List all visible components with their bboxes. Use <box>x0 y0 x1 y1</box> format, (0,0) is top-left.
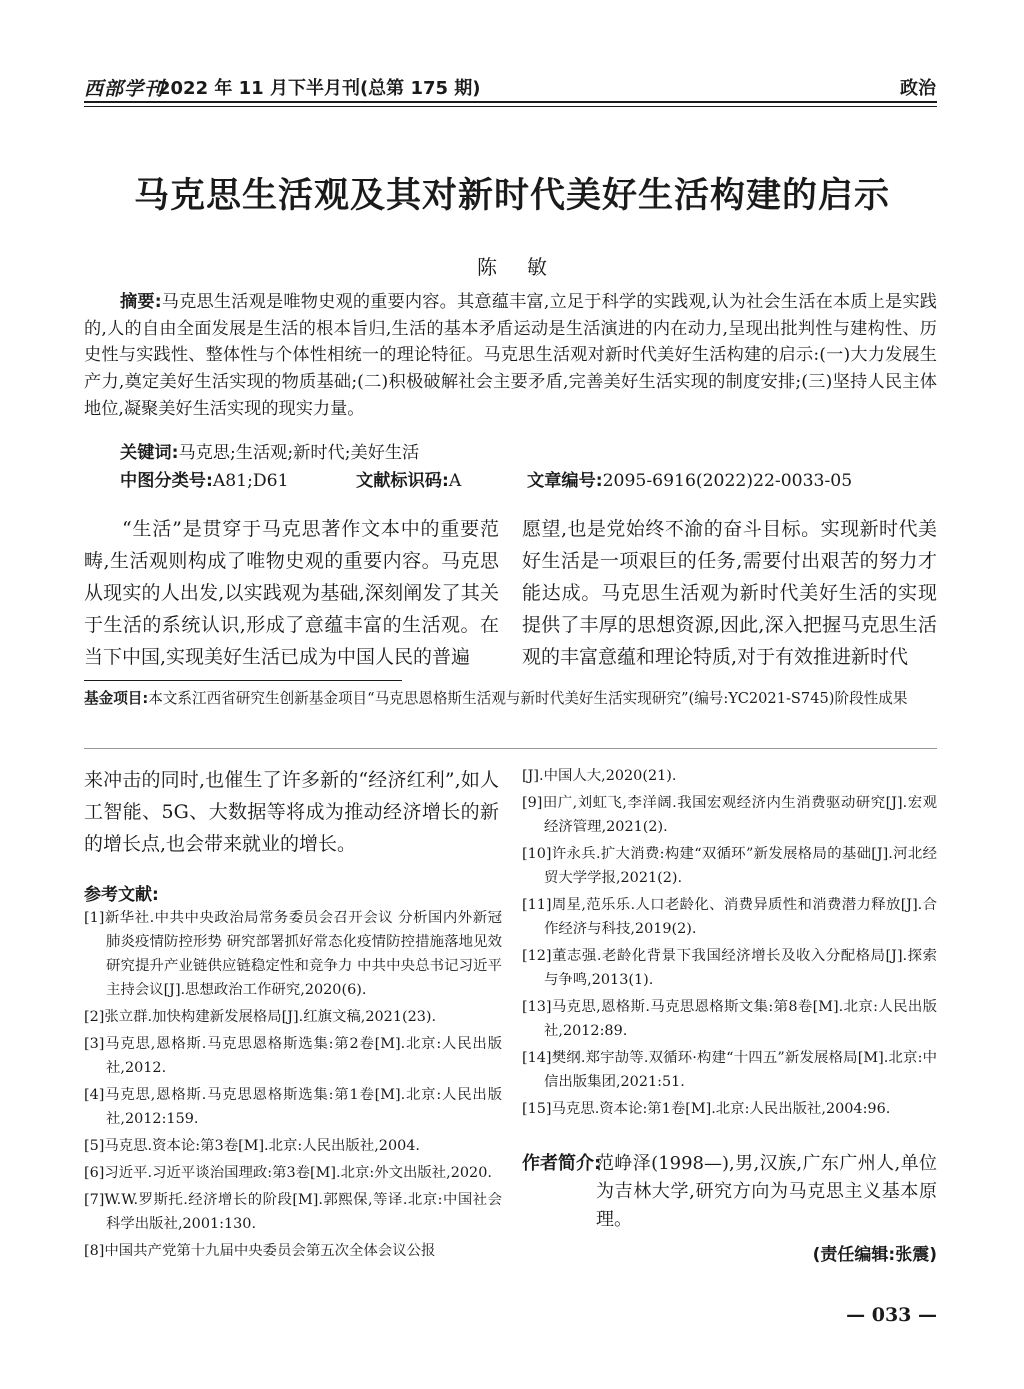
article-no-label: 文章编号: <box>527 471 603 491</box>
doc-code-value: A <box>448 471 462 491</box>
reference-item: [8]中国共产党第十九届中央委员会第五次全体会议公报 <box>84 1243 436 1259</box>
reference-item: [15]马克思.资本论:第1卷[M].北京:人民出版社,2004:96. <box>522 1101 891 1117</box>
reference-item: [14]樊纲.郑宇劼等.双循环·构建“十四五”新发展格局[M].北京:中信出版集团,2021:51. <box>522 1050 937 1090</box>
reference-item: [10]许永兵.扩大消费:构建“双循环”新发展格局的基础[J].河北经贸大学学报,2021(2). <box>522 846 937 886</box>
reference-item: [6]习近平.习近平谈治国理政:第3卷[M].北京:外文出版社,2020. <box>84 1165 492 1181</box>
article-number <box>527 466 852 491</box>
reference-item: [5]马克思.资本论:第3卷[M].北京:人民出版社,2004. <box>84 1138 420 1154</box>
reference-list-left <box>84 906 502 1266</box>
reference-item: [4]马克思,恩格斯.马克思恩格斯选集:第1卷[M].北京:人民出版社,2012:159. <box>84 1087 502 1127</box>
reference-item: [2]张立群.加快构建新发展格局[J].红旗文稿,2021(23). <box>84 1009 437 1025</box>
issue-info: 2022 年 11 月下半月刊(总第 175 期) <box>158 78 481 99</box>
doc-code-label: 文献标识码: <box>356 471 449 491</box>
clc-label: 中图分类号: <box>120 471 213 491</box>
article-author: 陈敏 <box>477 255 577 279</box>
header-rule <box>84 101 937 103</box>
fund-text: 本文系江西省研究生创新基金项目“马克思恩格斯生活观与新时代美好生活实现研究”(编号:YC2021-S745)阶段性成果 <box>148 690 908 707</box>
reference-item: [3]马克思,恩格斯.马克思恩格斯选集:第2卷[M].北京:人民出版社,2012. <box>84 1036 502 1076</box>
responsible-editor: (责任编辑:张震) <box>812 1245 937 1265</box>
page-separator <box>84 748 937 749</box>
reference-item: [13]马克思,恩格斯.马克思恩格斯文集:第8卷[M].北京:人民出版社,2012:89. <box>522 999 937 1039</box>
body-paragraph-col2: 愿望,也是党始终不渝的奋斗目标。实现新时代美好生活是一项艰巨的任务,需要付出艰苦的努力才能达成。马克思生活观为新时代美好生活的实现提供了丰厚的思想资源,因此,深入把握马克思生活观的丰富意蕴和理论特质,对于有效推进新时代 <box>522 518 937 668</box>
reference-item: [9]田广,刘虹飞,李洋阔.我国宏观经济内生消费驱动研究[J].宏观经济管理,2021(2). <box>522 795 937 835</box>
body-paragraph-col3: 来冲击的同时,也催生了许多新的“经济红利”,如人工智能、5G、大数据等将成为推动经济增长的新的增长点,也会带来就业的增长。 <box>84 769 499 855</box>
clc-value: A81;D61 <box>212 471 289 491</box>
abstract-label: 摘要: <box>120 292 162 312</box>
article-no-value: 2095-6916(2022)22-0033-05 <box>602 471 853 491</box>
footnote-rule <box>84 680 402 681</box>
bio-label: 作者简介: <box>522 1153 602 1174</box>
reference-item: [12]董志强.老龄化背景下我国经济增长及收入分配格局[J].探索与争鸣,2013(1). <box>522 948 937 988</box>
reference-item: [J].中国人大,2020(21). <box>522 768 677 784</box>
reference-item: [1]新华社.中共中央政治局常务委员会召开会议 分析国内外新冠肺炎疫情防控形势 研究部署抓好常态化疫情防控措施落地见效 研究提升产业链供应链稳定性和竞争力 中共中央总书记习近平主持会议[J].思想政治工作研究,2020(6). <box>84 910 502 998</box>
keywords <box>120 438 419 463</box>
article-title: 马克思生活观及其对新时代美好生活构建的启示 <box>133 175 890 216</box>
references-heading: 参考文献: <box>84 885 159 905</box>
fund-note <box>84 688 937 710</box>
keywords-label: 关键词: <box>120 443 179 463</box>
abstract <box>84 289 937 423</box>
reference-list-right <box>522 764 937 1124</box>
bio-text: 范峥泽(1998—),男,汉族,广东广州人,单位为吉林大学,研究方向为马克思主义基本原理。 <box>596 1153 937 1230</box>
reference-item: [7]W.W.罗斯托.经济增长的阶段[M].郭熙保,等译.北京:中国社会科学出版社,2001:130. <box>84 1192 502 1232</box>
abstract-text: 马克思生活观是唯物史观的重要内容。其意蕴丰富,立足于科学的实践观,认为社会生活在本质上是实践的,人的自由全面发展是生活的根本旨归,生活的基本矛盾运动是生活演进的内在动力,呈现出批判性与建构性、历史性与实践性、整体性与个体性相统一的理论特征。马克思生活观对新时代美好生活构建的启示:(一)大力发展生产力,奠定美好生活实现的物质基础;(二)积极破解社会主要矛盾,完善美好生活实现的制度安排;(三)坚持人民主体地位,凝聚美好生活实现的现实力量。 <box>84 292 937 419</box>
keywords-text: 马克思;生活观;新时代;美好生活 <box>178 443 420 463</box>
header-rule-thin <box>84 106 937 107</box>
clc-number <box>120 466 289 491</box>
journal-logo: 西部学刊 <box>84 78 165 100</box>
document-code <box>356 466 461 491</box>
body-paragraph-col1: “生活”是贯穿于马克思著作文本中的重要范畴,生活观则构成了唯物史观的重要内容。马克思从现实的人出发,以实践观为基础,深刻阐发了其关于生活的系统认识,形成了意蕴丰富的生活观。在当下中国,实现美好生活已成为中国人民的普遍 <box>84 518 499 668</box>
reference-item: [11]周星,范乐乐.人口老龄化、消费异质性和消费潜力释放[J].合作经济与科技,2019(2). <box>522 897 937 937</box>
page-number: — 033 — <box>846 1304 937 1326</box>
section-label: 政治 <box>900 78 936 99</box>
fund-label: 基金项目: <box>84 690 149 707</box>
